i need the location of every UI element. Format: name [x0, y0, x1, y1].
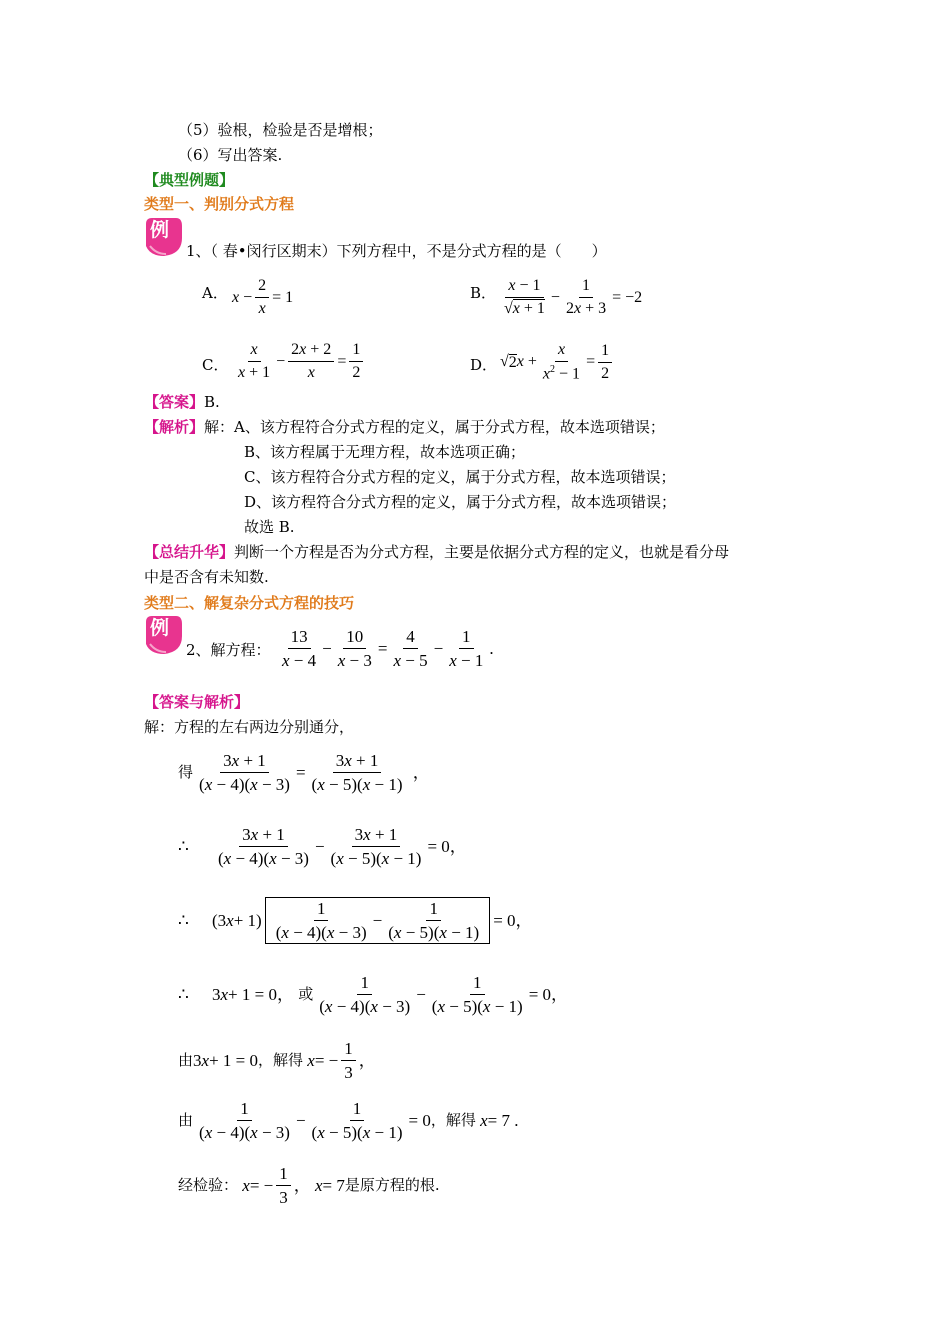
section-heading-examples: 【典型例题】 — [144, 171, 235, 189]
summary-row-1: 【总结升华】判断一个方程是否为分式方程，主要是依据分式方程的定义，也就是看分母 — [144, 543, 730, 561]
solution-check: 经检验： x = − $\frac{1}{3}$ ， x = 7 是原方程的根. — [178, 1164, 440, 1207]
summary-row-2: 中是否含有未知数. — [144, 568, 269, 586]
question-2: 2、解方程： — [186, 641, 271, 659]
summary-tag: 【总结升华】 — [144, 543, 235, 561]
question-2-equation: $\frac{13}{x - 4}$ − $\frac{10}{x - 3}$ = $\frac{4}{x - 5}$ − $\frac{1}{x - 1}$ . — [282, 627, 494, 670]
option-a-label: A． — [202, 284, 228, 302]
solution-step-3: ∴ (3 x + 1) $\frac{1}{(x - 4)(x - 3)}$ − $\frac{1}{(x - 5)(x - 1)}$ = 0， — [178, 899, 533, 942]
solution-step-5: 由 3 x + 1 = 0 ，解得 x = − $\frac{1}{3}$ ， — [178, 1039, 376, 1082]
badge-label: 例 — [150, 617, 170, 639]
option-c-equation: $\frac{x}{x + 1}$ − $\frac{2x + 2}{x}$ = $\frac{1}{2}$ — [232, 342, 366, 381]
solution-step-6: 由 $\frac{1}{(x - 4)(x - 3)}$ − $\frac{1}{(x - 5)(x - 1)}$ = 0 ，解得 x = 7 . — [178, 1099, 519, 1142]
solution-step-2: ∴ $\frac{3x + 1}{(x - 4)(x - 3)}$ − $\frac{3x + 1}{(x - 5)(x - 1)}$ = 0， — [178, 825, 467, 868]
option-a-equation: x − $\frac{2}{x}$ = 1 — [232, 277, 294, 317]
option-d-label: D． — [470, 356, 498, 374]
analysis-row-3: D、该方程符合分式方程的定义，属于分式方程，故本选项错误； — [244, 493, 677, 511]
analysis-row-0: 【解析】解：A、该方程符合分式方程的定义，属于分式方程，故本选项错误； — [144, 418, 665, 436]
step-6: （6）写出答案. — [178, 146, 283, 164]
question-1: 1、（ 春•闵行区期末）下列方程中，不是分式方程的是（ ） — [186, 242, 607, 260]
analysis-row-1: B、该方程属于无理方程，故本选项正确； — [244, 443, 526, 461]
analysis-tag: 【解析】 — [144, 418, 205, 436]
option-c-label: C． — [202, 356, 229, 374]
option-b-label: B． — [470, 284, 497, 302]
answer-value: B. — [204, 393, 220, 411]
type-one-title: 类型一、判别分式方程 — [144, 195, 295, 213]
answer-tag: 【答案】 — [144, 393, 205, 411]
type-two-title: 类型二、解复杂分式方程的技巧 — [144, 594, 355, 612]
option-d-equation: √ 2 x + $\frac{x}{x^2 - 1}$ = $\frac{1}{2}$ — [500, 342, 615, 382]
solution-step-4: ∴ 3 x + 1 = 0， 或 $\frac{1}{(x - 4)(x - 3)}$ − $\frac{1}{(x - 5)(x - 1)}$ = 0， — [178, 973, 569, 1016]
option-b-equation: $\frac{x - 1}{√x + 1}$ − $\frac{1}{2x + 3}$ = −2 — [504, 277, 643, 317]
badge-label: 例 — [150, 219, 170, 241]
solution-intro: 解：方程的左右两边分别通分， — [144, 718, 355, 736]
analysis-row-2: C、该方程符合分式方程的定义，属于分式方程，故本选项错误； — [244, 468, 676, 486]
step-5: （5）验根，检验是否是增根； — [178, 121, 383, 139]
solution-step-1: 得 $\frac{3x + 1}{(x - 4)(x - 3)}$ = $\frac{3x + 1}{(x - 5)(x - 1)}$ ， — [178, 751, 430, 794]
answer-row — [144, 392, 220, 412]
answer-analysis-tag: 【答案与解析】 — [144, 693, 250, 711]
analysis-row-4: 故选 B. — [244, 518, 295, 536]
